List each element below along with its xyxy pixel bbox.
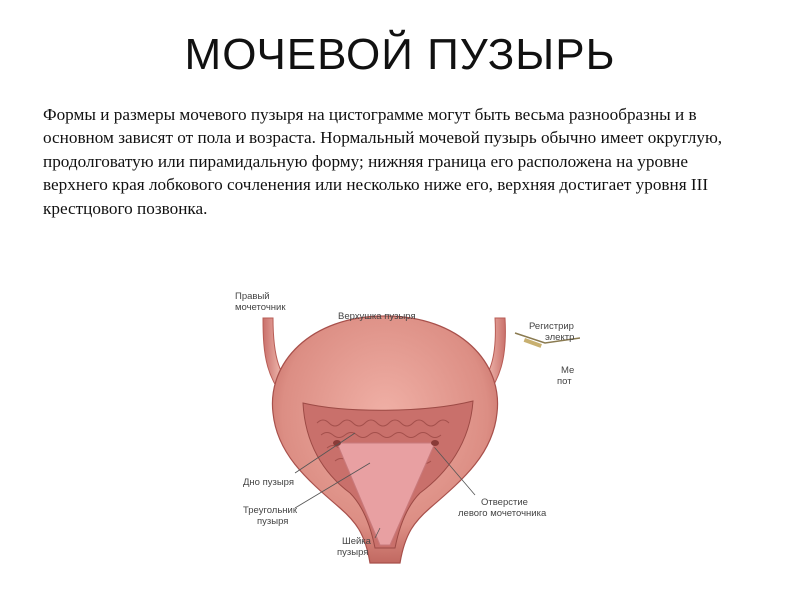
label-right-ureter-2: мочеточник — [235, 302, 286, 313]
label-me-2: пот — [557, 376, 572, 387]
label-neck-1: Шейка — [342, 536, 371, 547]
description-paragraph: Формы и размеры мочевого пузыря на цистограмме могут быть весьма разнообразны и в основном зависят от пола и возраста. Нормальный мочевой пузырь обычно имеет округлую, продолговатую или пирамидальную форму; нижняя граница его расположена на уровне верхнего края лобкового сочленения или несколько ниже его, верхняя достигает уровня III крестцового позвонка. — [43, 105, 723, 218]
label-orifice-1: Отверстие — [481, 497, 528, 508]
label-right-ureter-1: Правый — [235, 291, 270, 302]
label-trigone-2: пузыря — [257, 516, 289, 527]
bladder-diagram — [225, 283, 580, 600]
label-me-1: Ме — [561, 365, 575, 376]
label-apex: Верхушка пузыря — [338, 311, 416, 322]
label-fundus: Дно пузыря — [243, 477, 295, 488]
label-electrode-1: Регистрир — [529, 321, 574, 332]
bladder-illustration — [225, 283, 580, 600]
label-electrode-2: электр — [545, 332, 575, 343]
label-neck-2: пузыря — [337, 547, 369, 558]
label-trigone-1: Треугольник — [243, 505, 298, 516]
left-ureteral-orifice — [431, 440, 439, 446]
slide-title: МОЧЕВОЙ ПУЗЫРЬ — [184, 30, 616, 79]
label-orifice-2: левого мочеточника — [458, 508, 547, 519]
